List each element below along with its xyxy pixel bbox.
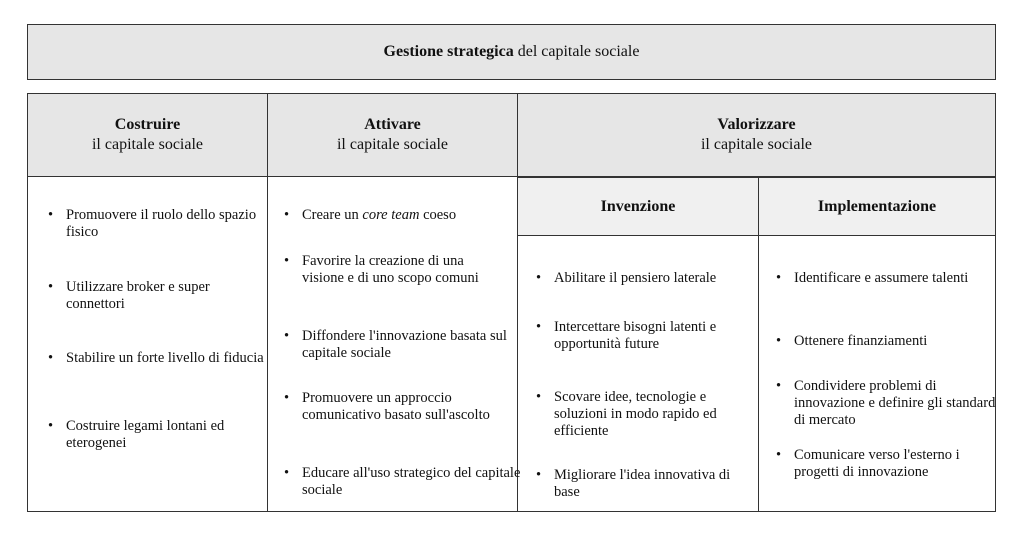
attivare-item-text-before: Creare un <box>302 207 363 223</box>
header-valorizzare-title: Valorizzare <box>717 116 796 133</box>
bullet-icon: • <box>776 270 782 286</box>
attivare-item <box>284 207 527 224</box>
costruire-item <box>48 207 266 241</box>
attivare-item-text: Diffondere l'innovazione basata sul capitale sociale <box>302 328 507 361</box>
attivare-item-text: Favorire la creazione di una visione e di uno scopo comuni <box>302 253 479 286</box>
invenzione-item <box>536 319 754 353</box>
bullet-icon: • <box>48 279 54 295</box>
attivare-item-text <box>302 207 456 223</box>
implementazione-item <box>776 378 999 429</box>
bullet-icon: • <box>776 447 782 463</box>
bullet-icon: • <box>776 333 782 349</box>
costruire-item <box>48 418 266 452</box>
invenzione-item-text: Migliorare l'idea innovativa di base <box>554 467 731 500</box>
bullet-icon: • <box>48 350 54 366</box>
invenzione-item <box>536 389 739 440</box>
attivare-item <box>284 465 530 499</box>
header-attivare-title: Attivare <box>364 116 421 133</box>
invenzione-item-text: Abilitare il pensiero laterale <box>554 270 717 286</box>
invenzione-item <box>536 467 739 501</box>
attivare-item-text-after: coeso <box>419 207 457 223</box>
header-attivare-subtitle: il capitale sociale <box>336 136 449 153</box>
costruire-item <box>48 279 266 313</box>
invenzione-item <box>536 270 774 287</box>
invenzione-item-text: Scovare idee, tecnologie e soluzioni in modo rapido ed efficiente <box>554 389 717 439</box>
header-costruire <box>27 93 268 177</box>
main-title <box>27 24 996 80</box>
header-costruire-subtitle: il capitale sociale <box>91 136 204 153</box>
header-valorizzare <box>517 93 996 177</box>
implementazione-item-text: Comunicare verso l'esterno i progetti di innovazione <box>794 447 960 480</box>
costruire-item-text: Utilizzare broker e super connettori <box>66 279 210 312</box>
implementazione-item-text: Identificare e assumere talenti <box>794 270 969 286</box>
costruire-item-text: Stabilire un forte livello di fiducia <box>66 350 264 366</box>
header-valorizzare-subtitle: il capitale sociale <box>700 136 813 153</box>
attivare-item-text-em: core team <box>362 207 420 223</box>
invenzione-item-text: Intercettare bisogni latenti e opportunità future <box>554 319 717 352</box>
header-attivare <box>267 93 518 177</box>
header-costruire-title: Costruire <box>114 116 181 133</box>
attivare-item-text: Promuovere un approccio comunicativo basato sull'ascolto <box>302 390 490 423</box>
bullet-icon: • <box>776 378 782 394</box>
costruire-item-text: Promuovere il ruolo dello spazio fisico <box>66 207 257 240</box>
main-title-rest: del capitale sociale <box>513 43 640 60</box>
subheader-invenzione: Invenzione <box>517 177 759 236</box>
main-title-strong: Gestione strategica <box>383 43 514 60</box>
bullet-icon: • <box>284 328 290 344</box>
bullet-icon: • <box>536 467 542 483</box>
bullet-icon: • <box>48 207 54 223</box>
implementazione-item <box>776 333 999 350</box>
attivare-item <box>284 253 502 287</box>
bullet-icon: • <box>284 465 290 481</box>
implementazione-item-text: Ottenere finanziamenti <box>794 333 928 349</box>
costruire-item <box>48 350 266 367</box>
implementazione-item-text: Condividere problemi di innovazione e definire gli standard di mercato <box>794 378 996 428</box>
costruire-item-text: Costruire legami lontani ed eterogenei <box>66 418 225 451</box>
subheader-implementazione: Implementazione <box>758 177 996 236</box>
implementazione-item <box>776 447 984 481</box>
attivare-item <box>284 390 512 424</box>
bullet-icon: • <box>536 270 542 286</box>
bullet-icon: • <box>536 319 542 335</box>
bullet-icon: • <box>284 207 290 223</box>
bullet-icon: • <box>284 390 290 406</box>
attivare-item-text: Educare all'uso strategico del capitale sociale <box>302 465 521 498</box>
attivare-item <box>284 328 512 362</box>
bullet-icon: • <box>48 418 54 434</box>
implementazione-item <box>776 270 999 287</box>
bullet-icon: • <box>536 389 542 405</box>
bullet-icon: • <box>284 253 290 269</box>
